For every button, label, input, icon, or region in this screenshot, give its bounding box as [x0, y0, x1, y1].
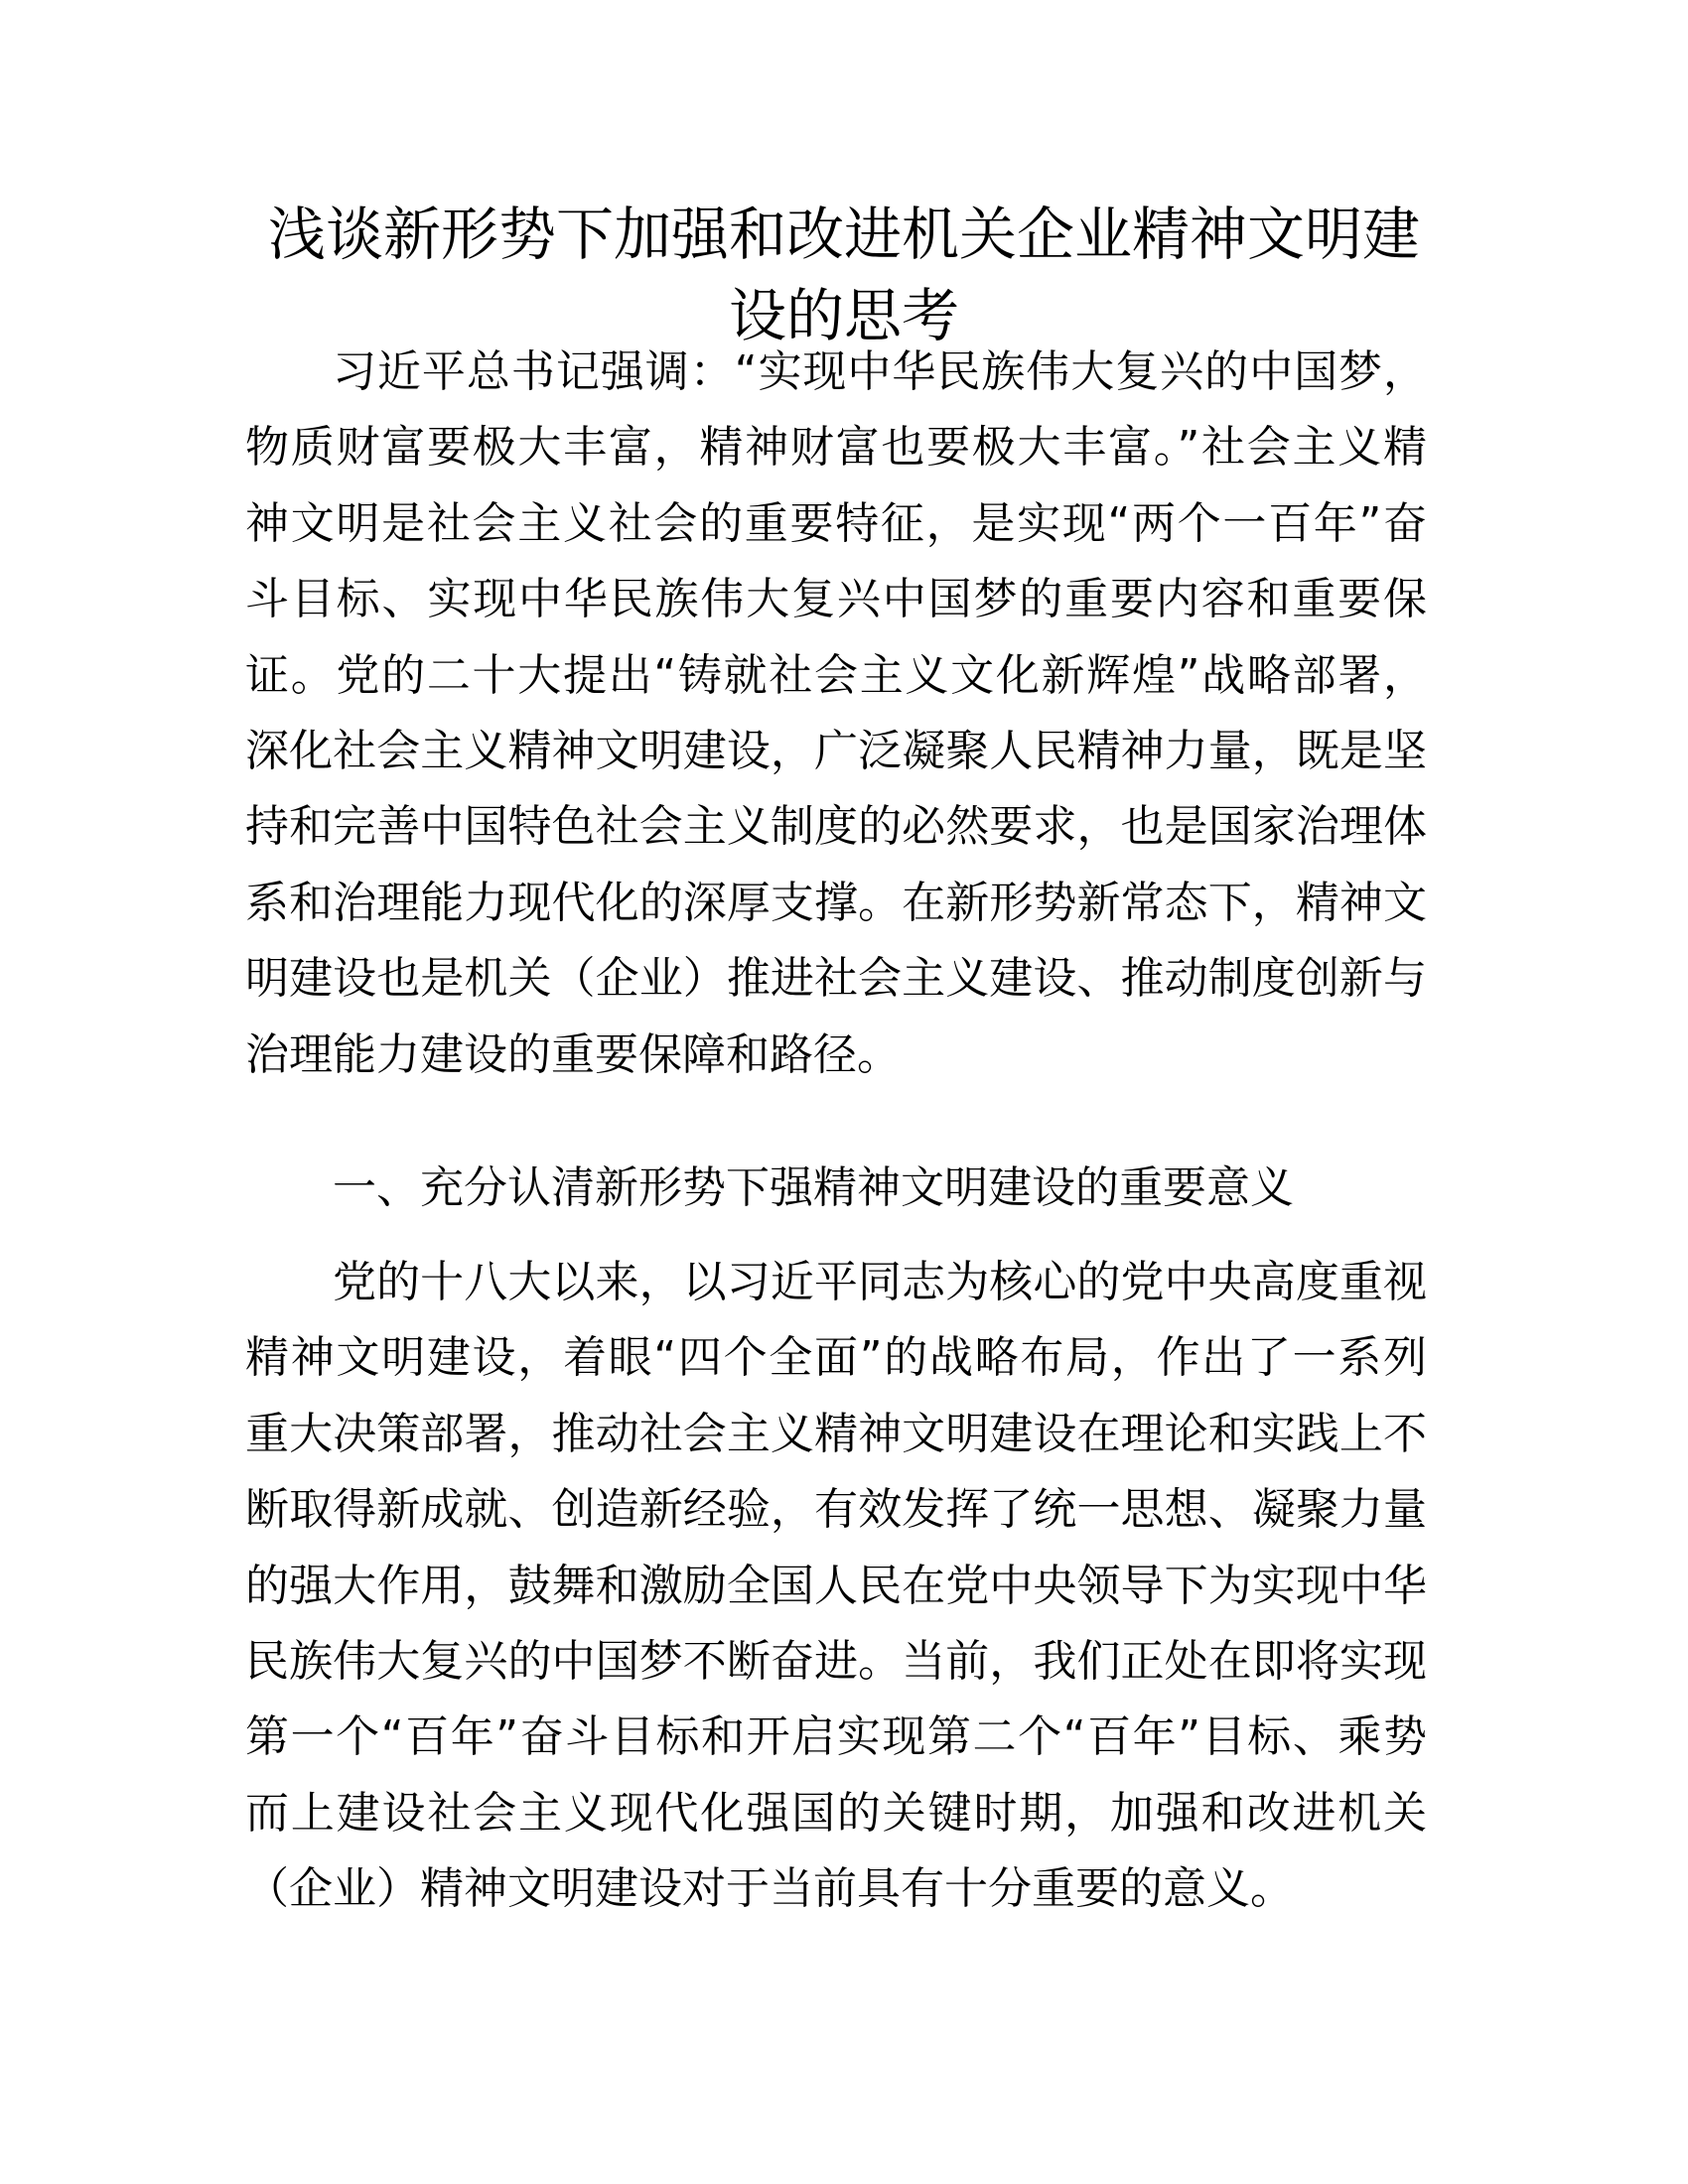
paragraph-line: 民族伟大复兴的中国梦不断奋进。当前，我们正处在即将实现 [245, 1635, 1427, 1687]
paragraph-line: 证。党的二十大提出“铸就社会主义文化新辉煌”战略部署， [245, 649, 1427, 701]
paragraph-line: 的强大作用，鼓舞和激励全国人民在党中央领导下为实现中华 [245, 1560, 1427, 1611]
paragraph-line: 第一个“百年”奋斗目标和开启实现第二个“百年”目标、乘势 [245, 1711, 1427, 1763]
paragraph-line: 持和完善中国特色社会主义制度的必然要求，也是国家治理体 [245, 801, 1427, 853]
paragraph-line: 系和治理能力现代化的深厚支撑。在新形势新常态下，精神文 [245, 877, 1427, 928]
paragraph-section-1 [245, 1245, 1427, 1928]
paragraph-line: 神文明是社会主义社会的重要特征，是实现“两个一百年”奋 [245, 497, 1427, 549]
section-heading-1 [245, 1151, 1427, 1226]
paragraph-line: 而上建设社会主义现代化强国的关键时期，加强和改进机关 [245, 1787, 1427, 1839]
paragraph-line: （企业）精神文明建设对于当前具有十分重要的意义。 [245, 1863, 1294, 1915]
paragraph-line: 习近平总书记强调：“实现中华民族伟大复兴的中国梦， [333, 346, 1427, 397]
paragraph-line: 断取得新成就、创造新经验，有效发挥了统一思想、凝聚力量 [245, 1484, 1427, 1536]
paragraph-intro [245, 335, 1427, 1093]
paragraph-line: 重大决策部署，推动社会主义精神文明建设在理论和实践上不 [245, 1408, 1427, 1459]
paragraph-line: 物质财富要极大丰富，精神财富也要极大丰富。”社会主义精 [245, 422, 1427, 474]
paragraph-line: 斗目标、实现中华民族伟大复兴中国梦的重要内容和重要保 [245, 574, 1427, 625]
paragraph-line: 精神文明建设，着眼“四个全面”的战略布局，作出了一系列 [245, 1332, 1427, 1384]
document-title-line-1: 浅谈新形势下加强和改进机关企业精神文明建 [267, 201, 1420, 268]
paragraph-line: 明建设也是机关（企业）推进社会主义建设、推动制度创新与 [245, 953, 1427, 1005]
document-title-line-2: 设的思考 [728, 282, 959, 349]
paragraph-line: 党的十八大以来，以习近平同志为核心的党中央高度重视 [333, 1257, 1427, 1307]
paragraph-line: 治理能力建设的重要保障和路径。 [245, 1028, 901, 1080]
section-heading-text: 一、充分认清新形势下强精神文明建设的重要意义 [333, 1162, 1294, 1213]
paragraph-line: 深化社会主义精神文明建设，广泛凝聚人民精神力量，既是坚 [245, 725, 1427, 776]
